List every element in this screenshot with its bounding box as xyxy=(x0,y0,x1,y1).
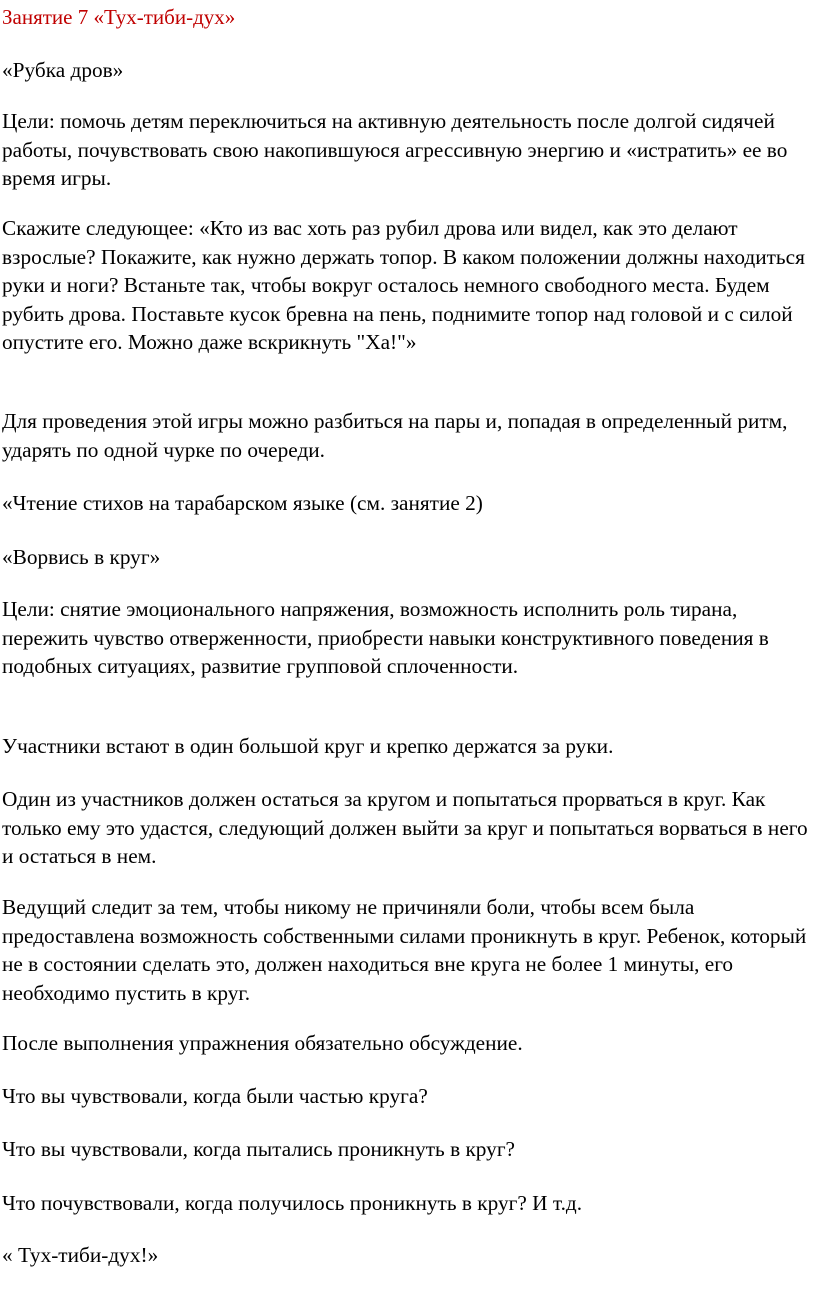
page-title: Занятие 7 «Тух-тиби-дух» xyxy=(2,5,236,29)
paragraph-rubka-drov-goals: Цели: помочь детям переключиться на активную деятельность после долгой сидячей работы, почувствовать свою накопившуюся агрессивную энергию и «истратить» ее во время игры. xyxy=(2,109,788,191)
paragraph-vorvis-heading: «Ворвись в круг» xyxy=(2,545,161,569)
paragraph-vorvis-break-in: Один из участников должен остаться за кругом и попытаться прорваться в круг. Как только ему это удастся, следующий должен выйти за круг и попытаться ворваться в него и остаться в нем. xyxy=(2,787,808,869)
paragraph-question-trying: Что вы чувствовали, когда пытались проникнуть в круг? xyxy=(2,1137,516,1161)
paragraph-rubka-drov-heading: «Рубка дров» xyxy=(2,58,124,82)
paragraph-vorvis-circle: Участники встают в один большой круг и крепко держатся за руки. xyxy=(2,734,614,758)
paragraph-vorvis-leader: Ведущий следит за тем, чтобы никому не причиняли боли, чтобы всем была предоставлена возможность собственными силами проникнуть в круг. Ребенок, который не в состоянии сделать это, должен находиться вне круга не более 1 минуты, его необходимо пустить в круг. xyxy=(2,895,807,1005)
paragraph-discussion: После выполнения упражнения обязательно обсуждение. xyxy=(2,1031,523,1055)
paragraph-question-part-of-circle: Что вы чувствовали, когда были частью круга? xyxy=(2,1084,428,1108)
paragraph-vorvis-goals: Цели: снятие эмоционального напряжения, возможность исполнить роль тирана, пережить чувство отверженности, приобрести навыки конструктивного поведения в подобных ситуациях, развитие групповой сплоченности. xyxy=(2,597,769,679)
paragraph-question-succeeded: Что почувствовали, когда получилось проникнуть в круг? И т.д. xyxy=(2,1191,583,1215)
paragraph-rubka-drov-instructions: Скажите следующее: «Кто из вас хоть раз рубил дрова или видел, как это делают взрослые? Покажите, как нужно держать топор. В каком положении должны находиться руки и ноги? Встаньте так, чтобы вокруг осталось немного свободного места. Будем рубить дрова. Поставьте кусок бревна на пень, поднимите топор над головой и с силой опустите его. Можно даже вскрикнуть "Ха!"» xyxy=(2,216,805,355)
paragraph-tukh-tibi-dukh: « Тух-тиби-дух!» xyxy=(2,1243,159,1267)
paragraph-rubka-drov-pairs: Для проведения этой игры можно разбиться на пары и, попадая в определенный ритм, ударять по одной чурке по очереди. xyxy=(2,409,788,462)
paragraph-tarabar-poems: «Чтение стихов на тарабарском языке (см. занятие 2) xyxy=(2,491,483,515)
